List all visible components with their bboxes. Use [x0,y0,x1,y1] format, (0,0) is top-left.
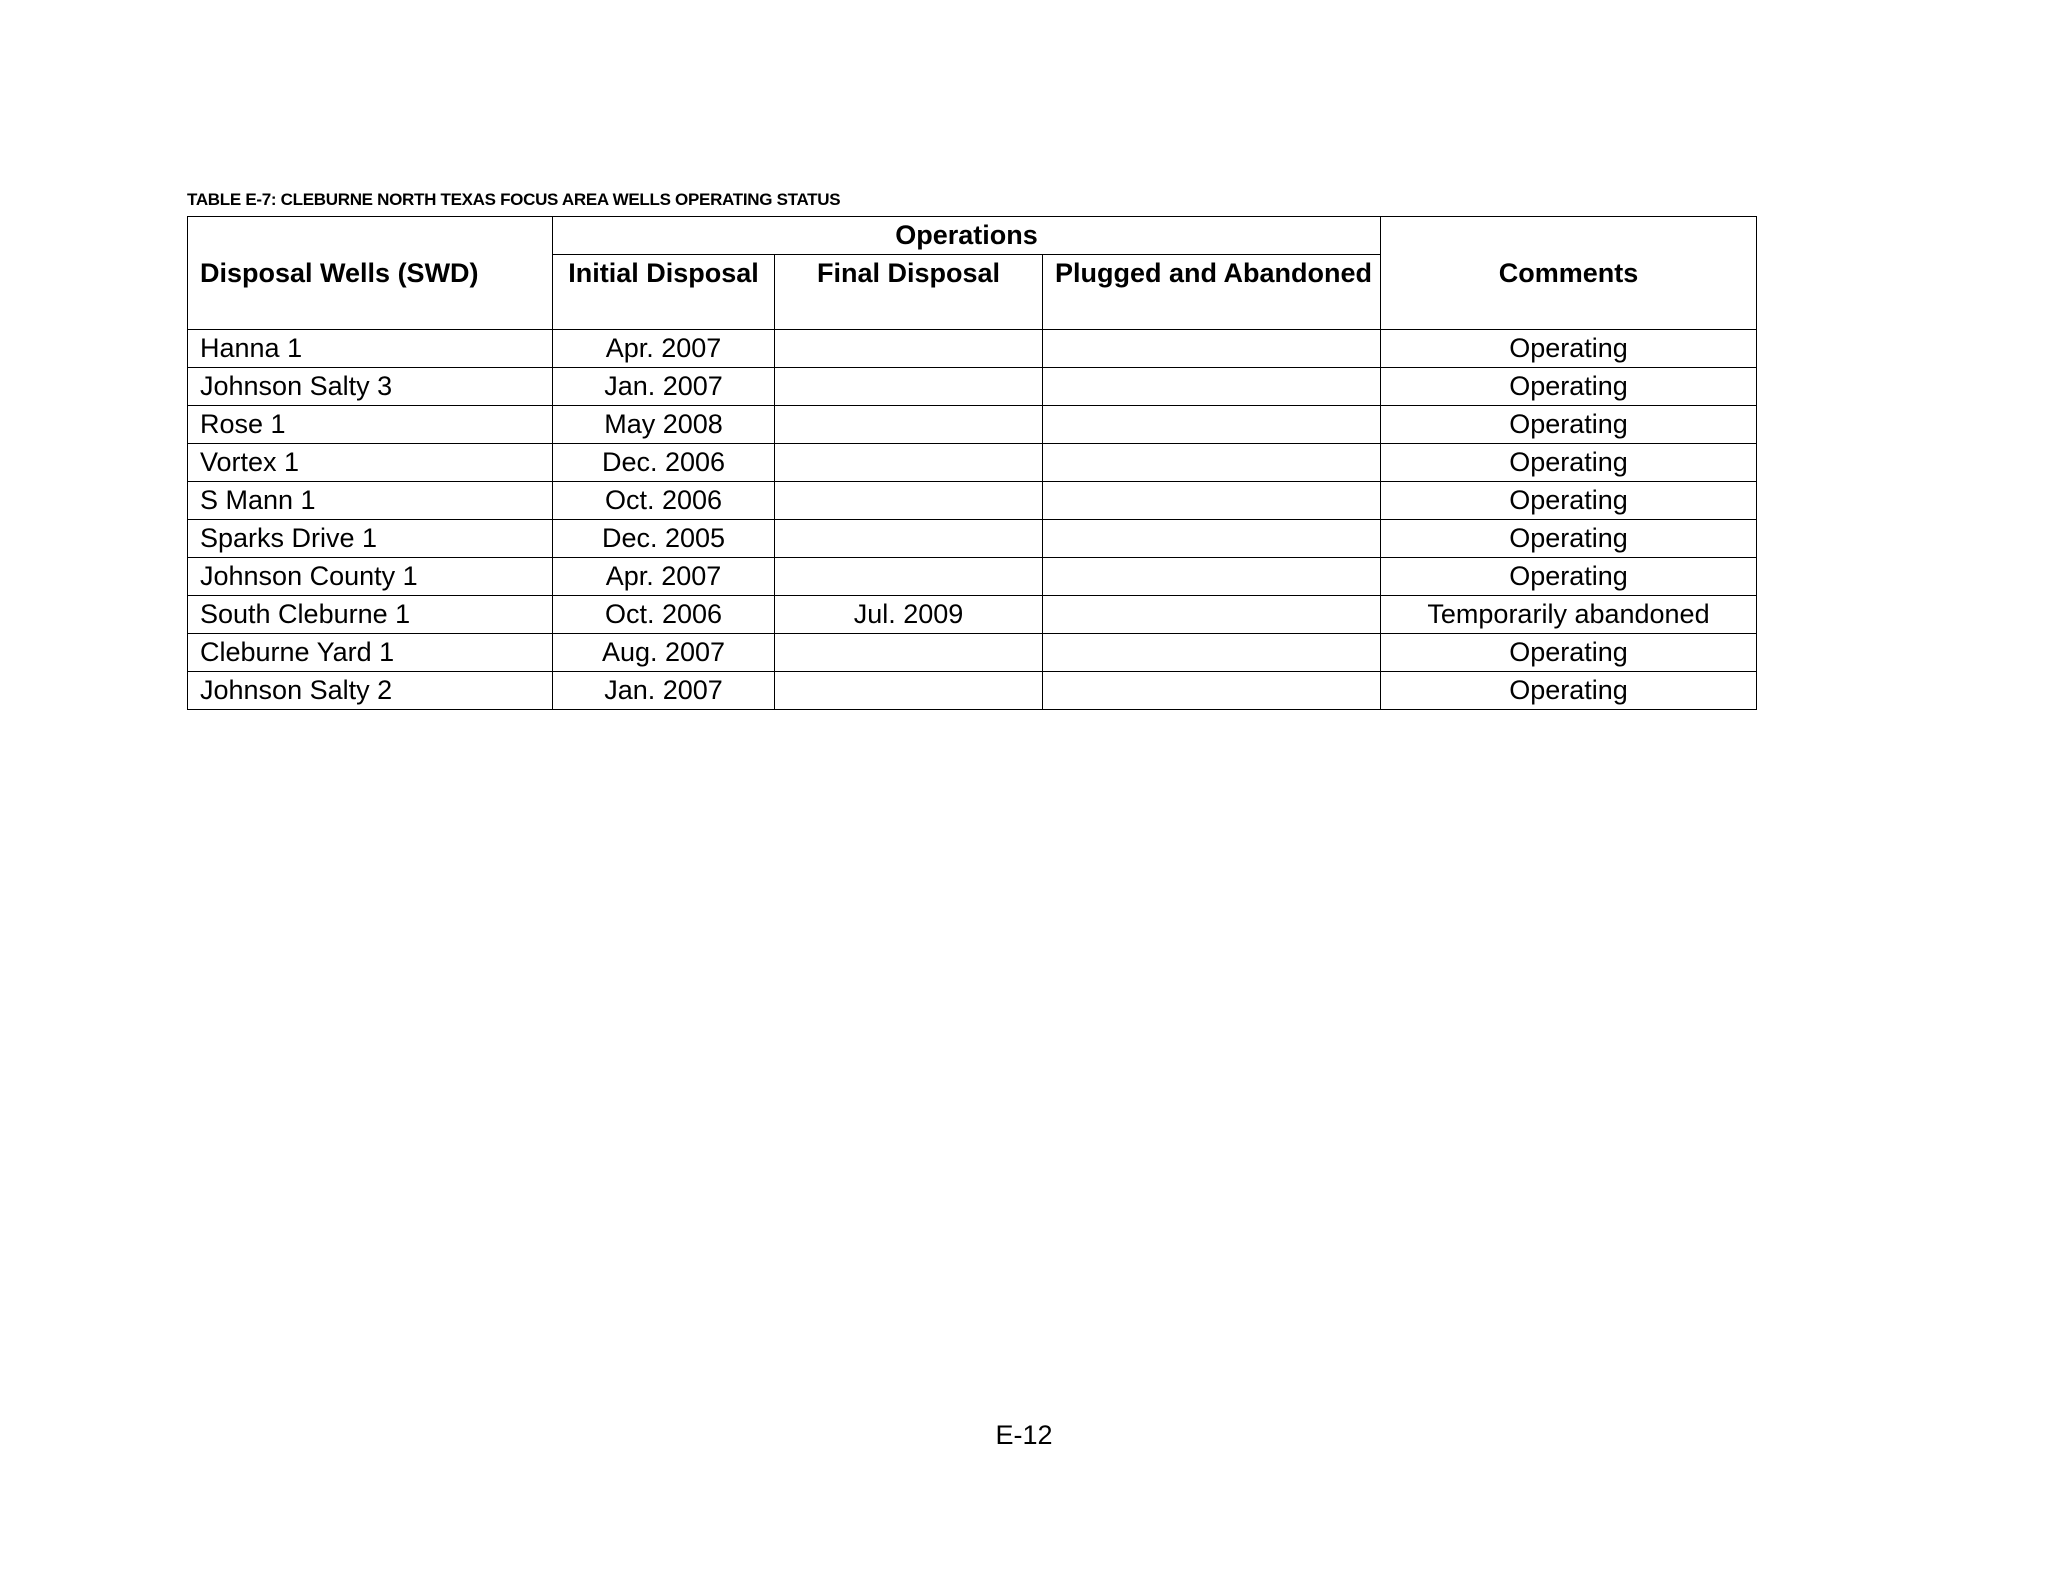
cell-plugged-abandoned [1043,444,1381,482]
cell-plugged-abandoned [1043,634,1381,672]
cell-comments: Operating [1381,634,1757,672]
cell-comments: Operating [1381,444,1757,482]
cell-final-disposal [775,368,1043,406]
header-plugged-abandoned: Plugged and Abandoned [1043,255,1381,330]
header-final-disposal: Final Disposal [775,255,1043,330]
table-row [188,368,1757,406]
cell-final-disposal [775,444,1043,482]
cell-final-disposal [775,558,1043,596]
cell-plugged-abandoned [1043,406,1381,444]
table-row [188,634,1757,672]
cell-disposal-well: Vortex 1 [188,444,553,482]
cell-plugged-abandoned [1043,482,1381,520]
table-row [188,482,1757,520]
cell-initial-disposal: Dec. 2005 [553,520,775,558]
table-body [188,330,1757,710]
cell-comments: Operating [1381,558,1757,596]
cell-disposal-well: Johnson County 1 [188,558,553,596]
cell-final-disposal [775,482,1043,520]
cell-plugged-abandoned [1043,672,1381,710]
page-number: E-12 [995,1420,1053,1450]
header-operations: Operations [553,217,1381,255]
table-row [188,520,1757,558]
cell-final-disposal: Jul. 2009 [775,596,1043,634]
cell-disposal-well: Cleburne Yard 1 [188,634,553,672]
table-row [188,406,1757,444]
table-row [188,444,1757,482]
cell-disposal-well: Rose 1 [188,406,553,444]
cell-plugged-abandoned [1043,596,1381,634]
cell-final-disposal [775,520,1043,558]
table-row [188,672,1757,710]
table-caption: TABLE E-7: CLEBURNE NORTH TEXAS FOCUS AREA WELLS OPERATING STATUS [187,190,841,209]
header-comments: Comments [1381,217,1757,330]
header-initial-disposal: Initial Disposal [553,255,775,330]
table-row [188,558,1757,596]
cell-final-disposal [775,406,1043,444]
cell-plugged-abandoned [1043,558,1381,596]
cell-initial-disposal: Dec. 2006 [553,444,775,482]
cell-initial-disposal: Oct. 2006 [553,596,775,634]
cell-initial-disposal: Jan. 2007 [553,672,775,710]
cell-initial-disposal: Jan. 2007 [553,368,775,406]
cell-comments: Operating [1381,520,1757,558]
cell-comments: Operating [1381,330,1757,368]
cell-comments: Temporarily abandoned [1381,596,1757,634]
table-header-row [188,217,1757,255]
cell-final-disposal [775,330,1043,368]
cell-final-disposal [775,672,1043,710]
cell-comments: Operating [1381,368,1757,406]
cell-initial-disposal: Apr. 2007 [553,330,775,368]
cell-disposal-well: Hanna 1 [188,330,553,368]
cell-initial-disposal: May 2008 [553,406,775,444]
cell-disposal-well: Johnson Salty 2 [188,672,553,710]
cell-disposal-well: Sparks Drive 1 [188,520,553,558]
cell-initial-disposal: Oct. 2006 [553,482,775,520]
header-disposal-wells: Disposal Wells (SWD) [188,217,553,330]
cell-initial-disposal: Apr. 2007 [553,558,775,596]
cell-comments: Operating [1381,406,1757,444]
cell-disposal-well: Johnson Salty 3 [188,368,553,406]
cell-plugged-abandoned [1043,368,1381,406]
cell-final-disposal [775,634,1043,672]
cell-plugged-abandoned [1043,330,1381,368]
table-row [188,330,1757,368]
cell-disposal-well: South Cleburne 1 [188,596,553,634]
wells-status-table [187,216,1757,710]
cell-initial-disposal: Aug. 2007 [553,634,775,672]
cell-comments: Operating [1381,482,1757,520]
cell-plugged-abandoned [1043,520,1381,558]
cell-disposal-well: S Mann 1 [188,482,553,520]
table-row [188,596,1757,634]
cell-comments: Operating [1381,672,1757,710]
